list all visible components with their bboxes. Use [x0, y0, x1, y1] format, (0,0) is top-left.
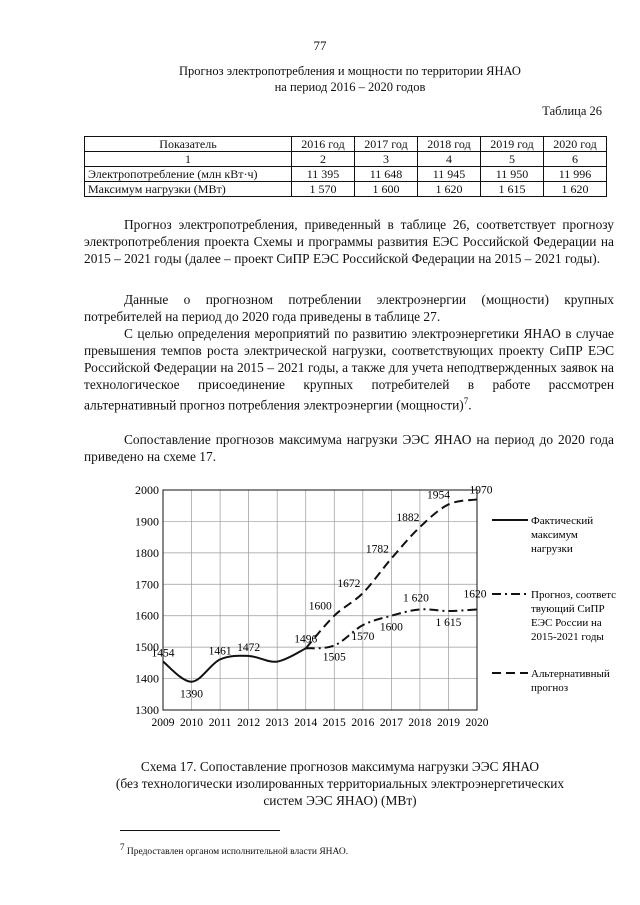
y-tick-label: 1600 — [135, 608, 159, 623]
forecast-table — [84, 136, 607, 197]
caption-line-1: Схема 17. Сопоставление прогнозов максимума нагрузки ЭЭС ЯНАО — [140, 759, 540, 774]
data-label: 1672 — [337, 578, 361, 591]
x-tick-label: 2018 — [408, 717, 432, 729]
legend-label: ЕЭС России на — [531, 617, 602, 629]
table-cell: 11 648 — [355, 167, 418, 182]
data-label: 1782 — [365, 543, 389, 556]
table-cell: 11 945 — [418, 167, 481, 182]
x-tick-label: 2014 — [294, 717, 318, 729]
data-label: 1461 — [208, 645, 232, 658]
footnote-ref: 7 — [463, 396, 469, 406]
caption-line-2: (без технологически изолированных территориальных электроэнергетических — [115, 776, 565, 791]
data-label: 1 620 — [402, 592, 429, 605]
table-cell: 11 950 — [481, 167, 544, 182]
index-cell: 6 — [544, 152, 607, 167]
table-cell: 1 615 — [481, 182, 544, 197]
caption-line-3: систем ЭЭС ЯНАО) (МВт) — [263, 793, 417, 808]
x-tick-label: 2010 — [180, 717, 204, 729]
table-cell: 1 570 — [292, 182, 355, 197]
legend-label: прогноз — [531, 682, 569, 694]
table-cell: 1 620 — [544, 182, 607, 197]
y-tick-label: 1700 — [135, 577, 159, 592]
actual-load-line — [163, 648, 306, 681]
data-label: 1505 — [322, 651, 346, 664]
header-cell: 2020 год — [544, 137, 607, 152]
data-label: 1600 — [308, 600, 332, 613]
legend-label: максимум — [531, 529, 578, 541]
table-cell: 1 600 — [355, 182, 418, 197]
data-label: 1882 — [396, 512, 420, 525]
x-tick-label: 2019 — [436, 717, 460, 729]
table-row — [85, 167, 607, 182]
footnote-text: Предоставлен органом исполнительной власти ЯНАО. — [126, 847, 349, 858]
index-cell: 5 — [481, 152, 544, 167]
data-label: 1600 — [379, 621, 403, 634]
data-label: 1954 — [426, 489, 450, 502]
data-label: 1390 — [180, 688, 204, 701]
x-tick-label: 2009 — [151, 717, 175, 729]
y-tick-label: 1500 — [135, 640, 159, 655]
table-index-row — [85, 152, 607, 167]
y-tick-label: 1300 — [135, 703, 159, 717]
x-tick-label: 2012 — [237, 717, 261, 729]
data-label: 1970 — [469, 484, 493, 497]
index-cell: 1 — [85, 152, 292, 167]
table-cell: 1 620 — [418, 182, 481, 197]
data-label: 1 615 — [435, 617, 462, 629]
header-cell: 2017 год — [355, 137, 418, 152]
paragraph: С целью определения мероприятий по развитию электроэнергетики ЯНАО в случае превышения темпов роста электрической нагрузки, соответствующих проекту СиПР ЕЭС Российской Федерации на 2015 – 2021 годы, а также для учета неподтвержденных заявок на технологическое присоединение крупных потребителей в работе рассмотрен альтернативный прогноз потребления электроэнергии (мощности)$^7$. — [84, 326, 614, 413]
legend-label: нагрузки — [531, 543, 573, 555]
legend-label: Прогноз, соответс — [531, 589, 617, 601]
x-tick-label: 2016 — [351, 717, 375, 729]
data-label: 1620 — [463, 588, 487, 601]
y-tick-label: 1900 — [135, 514, 159, 529]
footnote — [120, 842, 348, 857]
paragraph: Прогноз электропотребления, приведенный в таблице 26, соответствует прогнозу электропотребления проекта Схемы и программы развития ЕЭС Российской Федерации на 2015 – 2021 годы (далее – проект СиПР ЕЭС Российской Федерации на 2015 – 2021 годы). — [84, 217, 614, 266]
y-tick-label: 1800 — [135, 545, 159, 560]
table-header-row — [85, 137, 607, 152]
footnote-divider — [120, 830, 280, 831]
title-line-1: Прогноз электропотребления и мощности по территории ЯНАО — [179, 64, 521, 78]
page-number: 77 — [313, 38, 327, 53]
header-cell: 2018 год — [418, 137, 481, 152]
table-cell: 11 395 — [292, 167, 355, 182]
paragraph: Данные о прогнозном потреблении электроэнергии (мощности) крупных потребителей на период до 2020 года приведены в таблице 27. — [84, 292, 614, 324]
row-label: Электропотребление (млн кВт·ч) — [85, 167, 292, 182]
header-cell: Показатель — [85, 137, 292, 152]
title-line-2: на период 2016 – 2020 годов — [274, 80, 426, 94]
legend-label: Фактический — [531, 515, 594, 527]
data-label: 1454 — [151, 647, 175, 660]
header-cell: 2016 год — [292, 137, 355, 152]
page-title — [60, 63, 640, 95]
row-label: Максимум нагрузки (МВт) — [85, 182, 292, 197]
legend-label: 2015-2021 годы — [531, 631, 604, 643]
paragraph: Сопоставление прогнозов максимума нагрузки ЭЭС ЯНАО на период до 2020 года приведено на схеме 17. — [84, 432, 614, 464]
index-cell: 2 — [292, 152, 355, 167]
load-forecast-chart — [120, 472, 630, 734]
header-cell: 2019 год — [481, 137, 544, 152]
x-tick-label: 2013 — [265, 717, 289, 729]
data-label: 1570 — [351, 631, 375, 644]
data-label: 1472 — [237, 641, 261, 654]
footnote-mark: 7 — [120, 842, 125, 852]
x-tick-label: 2020 — [465, 717, 489, 729]
legend-label: твующий СиПР — [531, 603, 605, 615]
index-cell: 4 — [418, 152, 481, 167]
y-tick-label: 2000 — [135, 483, 159, 497]
table-cell: 11 996 — [544, 167, 607, 182]
figure-caption — [80, 758, 600, 809]
table-caption: Таблица 26 — [542, 104, 602, 118]
legend-label: Альтернативный — [531, 668, 610, 680]
paragraph-text: С целью определения мероприятий по развитию электроэнергетики ЯНАО в случае превышения темпов роста электрической нагрузки, соответствующих проекту СиПР ЕЭС Российской Федерации на 2015 – 2021 годы, а также для учета неподтвержденных заявок на технологическое присоединение крупных потребителей в работе рассмотрен альтернативный прогноз потребления электроэнергии (мощности) — [84, 326, 614, 413]
x-tick-label: 2015 — [322, 717, 346, 729]
x-tick-label: 2011 — [208, 717, 232, 729]
data-label: 1496 — [294, 633, 318, 646]
index-cell: 3 — [355, 152, 418, 167]
table-row — [85, 182, 607, 197]
x-tick-label: 2017 — [379, 717, 403, 729]
y-tick-label: 1400 — [135, 671, 159, 686]
